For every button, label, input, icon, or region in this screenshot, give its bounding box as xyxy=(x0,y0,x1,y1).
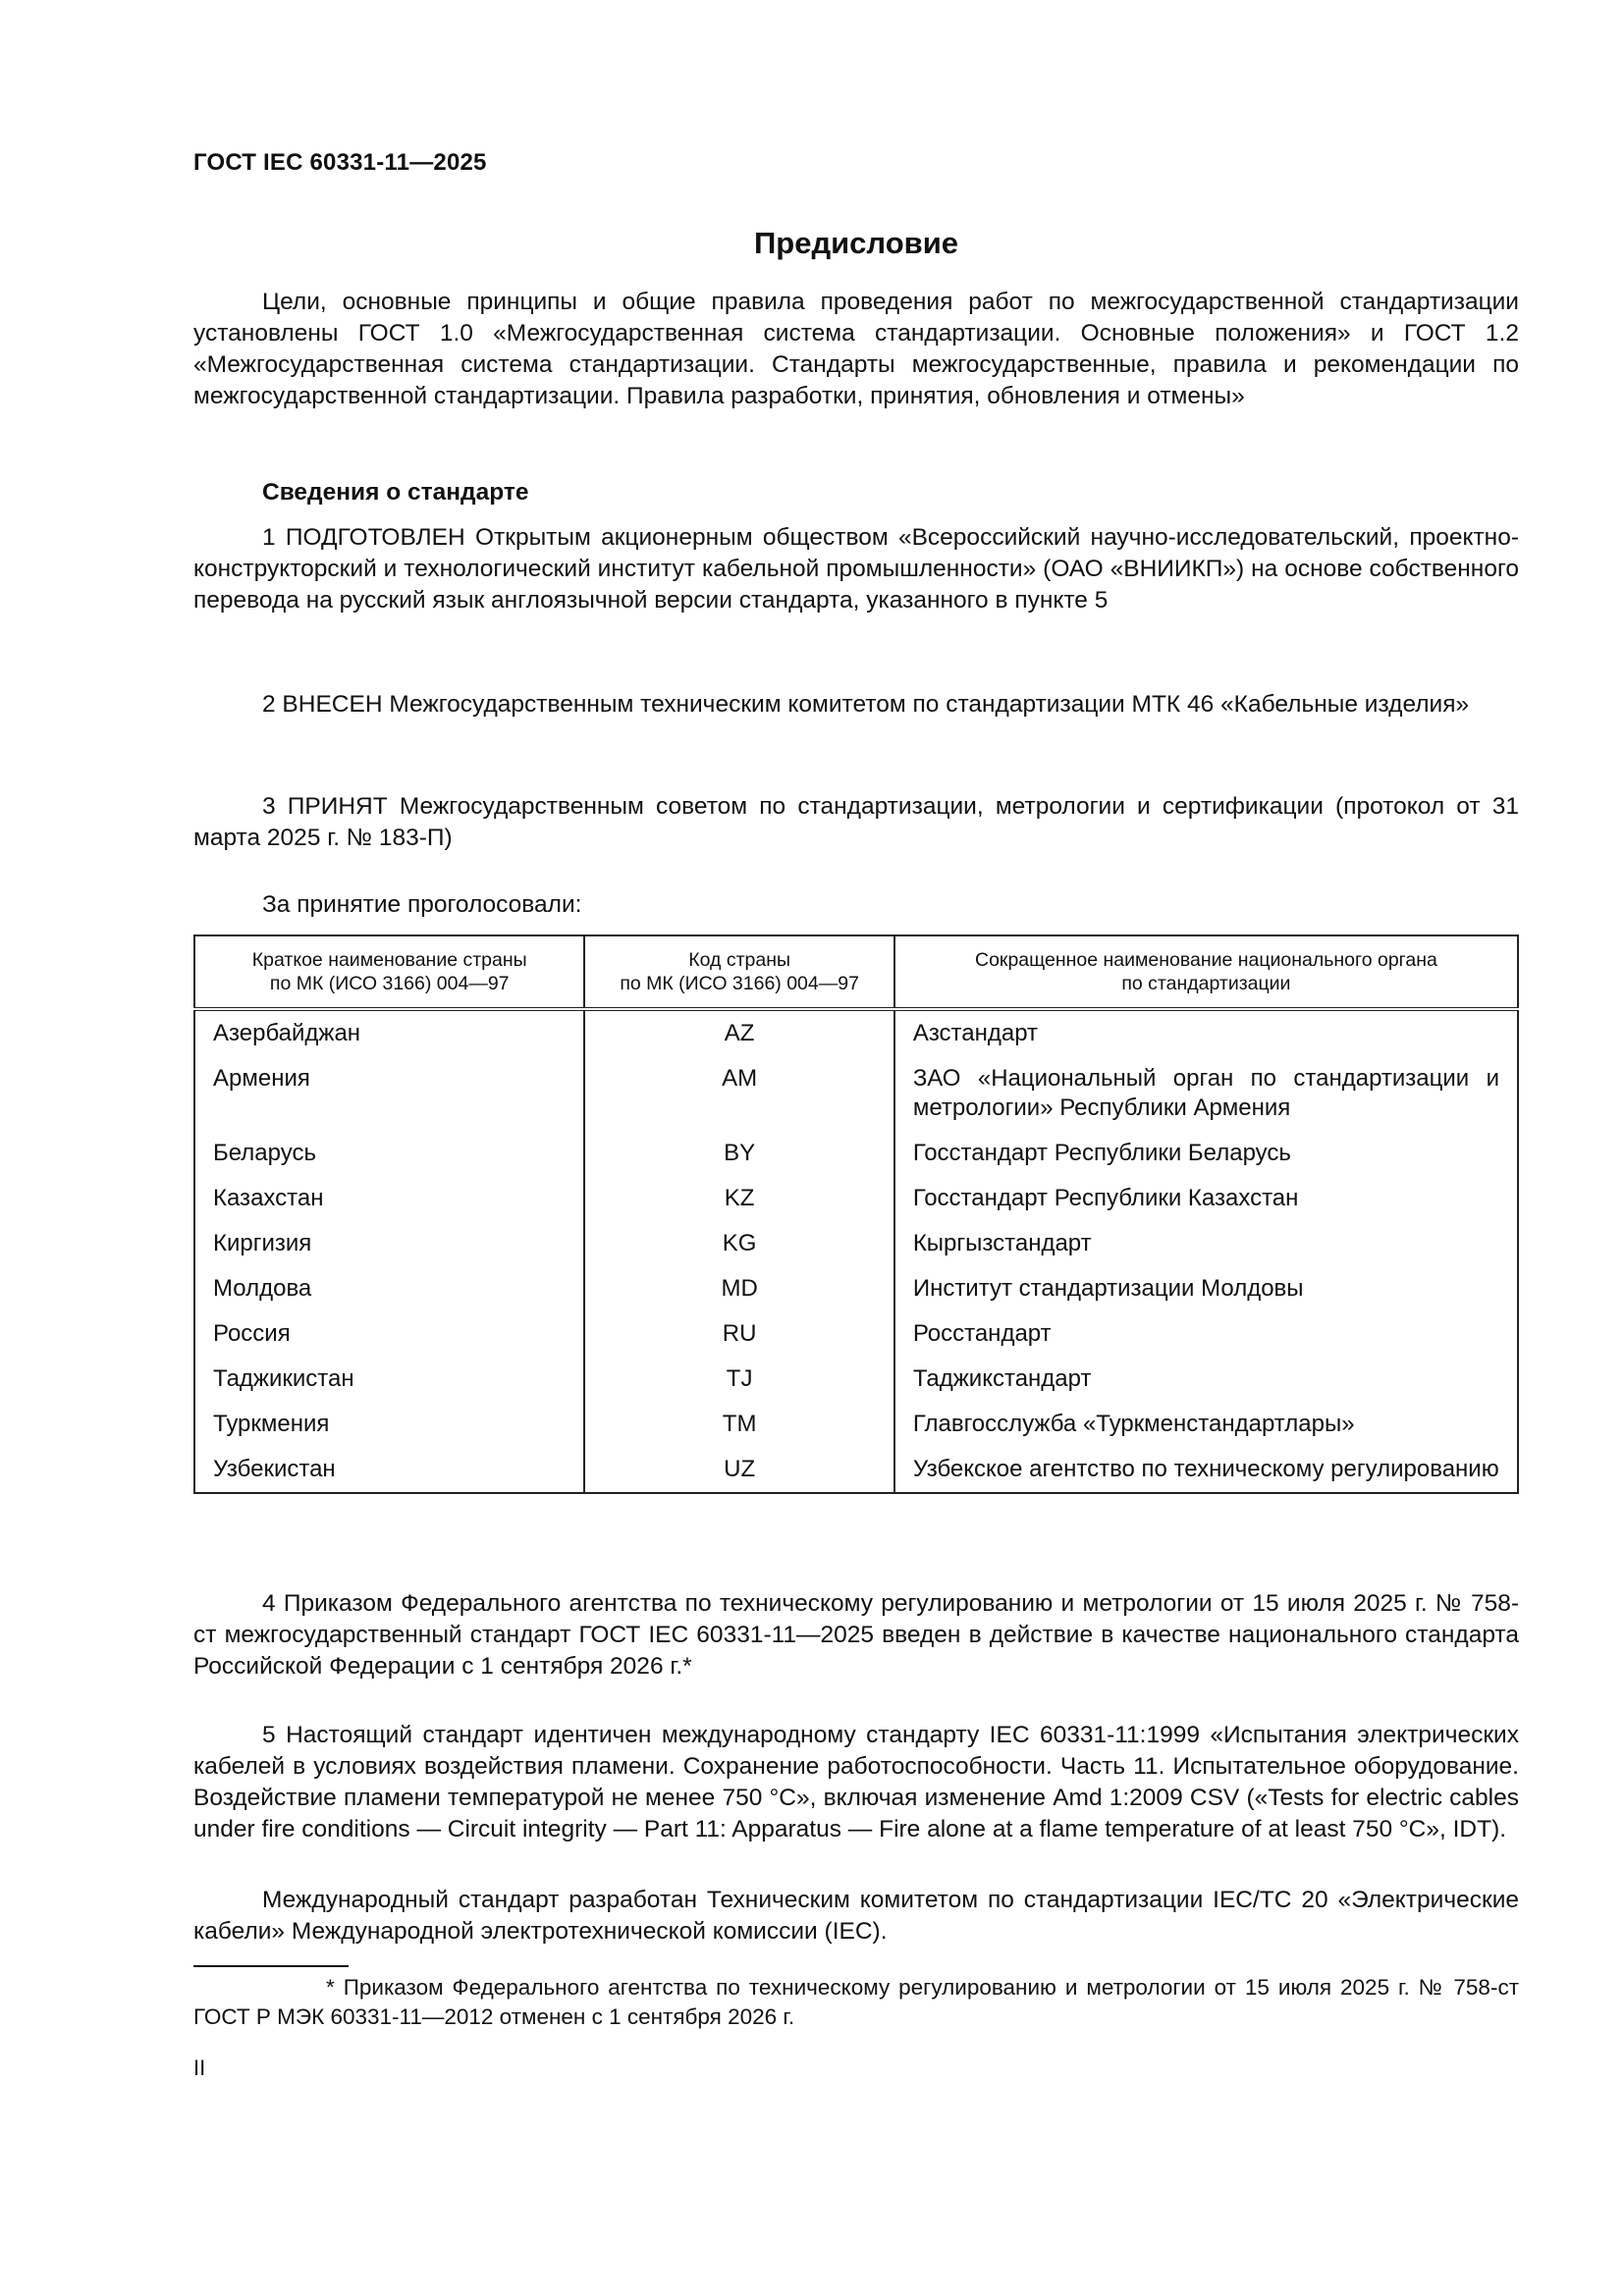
document-header: ГОСТ IEC 60331-11—2025 xyxy=(193,149,487,176)
paragraph-6: Международный стандарт разработан Техническим комитетом по стандартизации IEC/TC 20 «Электрические кабели» Международной электротехнической комиссии (IEC). xyxy=(193,1887,1519,1945)
cell-org: Госстандарт Республики Беларусь xyxy=(894,1133,1518,1178)
cell-code: TJ xyxy=(584,1359,893,1404)
cell-org: Азстандарт xyxy=(894,1009,1518,1058)
table-row xyxy=(194,1223,1518,1268)
footnote-separator xyxy=(193,1965,349,1967)
cell-country: Киргизия xyxy=(194,1223,584,1268)
vote-label: За принятие проголосовали: xyxy=(262,891,582,918)
cell-org: ЗАО «Национальный орган по стандартизации и метрологии» Республики Армения xyxy=(894,1058,1518,1133)
cell-code: RU xyxy=(584,1313,893,1359)
cell-country: Казахстан xyxy=(194,1178,584,1223)
page-number: II xyxy=(193,2056,206,2080)
paragraph-5: 5 Настоящий стандарт идентичен международному стандарту IEC 60331-11:1999 «Испытания электрических кабелей в условиях воздействия пламени. Сохранение работоспособности. Часть 11. Испытательное оборудование. Воздействие пламени температурой не менее 750 °С», включая изменение Amd 1:2009 CSV («Tests for electric cables under fire conditions — Circuit integrity — Part 11: Apparatus — Fire alone at a flame temperature of at least 750 °C», IDT). xyxy=(193,1722,1519,1842)
cell-code: AM xyxy=(584,1058,893,1133)
footnote: * Приказом Федерального агентства по техническому регулированию и метрологии от 15 июля 2025 г. № 758-ст ГОСТ Р МЭК 60331-11—2012 отменен с 1 сентября 2026 г. xyxy=(193,1975,1519,2029)
header-org-line2: по стандартизации xyxy=(1121,973,1291,994)
cell-country: Армения xyxy=(194,1058,584,1133)
cell-country: Азербайджан xyxy=(194,1009,584,1058)
voting-table xyxy=(193,934,1519,1494)
table-row xyxy=(194,1178,1518,1223)
cell-org: Госстандарт Республики Казахстан xyxy=(894,1178,1518,1223)
cell-country: Молдова xyxy=(194,1268,584,1313)
cell-code: AZ xyxy=(584,1009,893,1058)
table-row xyxy=(194,1009,1518,1058)
paragraph-2: 2 ВНЕСЕН Межгосударственным техническим комитетом по стандартизации МТК 46 «Кабельные изделия» xyxy=(262,691,1470,718)
table-row xyxy=(194,1313,1518,1359)
cell-org: Кыргызстандарт xyxy=(894,1223,1518,1268)
cell-org: Таджикстандарт xyxy=(894,1359,1518,1404)
header-code-line2: по МК (ИСО 3166) 004—97 xyxy=(620,973,859,994)
cell-code: TM xyxy=(584,1404,893,1449)
cell-org: Росстандарт xyxy=(894,1313,1518,1359)
cell-country: Россия xyxy=(194,1313,584,1359)
paragraph-1: 1 ПОДГОТОВЛЕН Открытым акционерным обществом «Всероссийский научно-исследовательский, проектно-конструкторский и технологический институт кабельной промышленности» (ОАО «ВНИИКП») на основе собственного перевода на русский язык англоязычной версии стандарта, указанного в пункте 5 xyxy=(193,524,1519,614)
cell-org: Институт стандартизации Молдовы xyxy=(894,1268,1518,1313)
cell-country: Таджикистан xyxy=(194,1359,584,1404)
cell-code: BY xyxy=(584,1133,893,1178)
header-country-line1: Краткое наименование страны xyxy=(251,949,527,971)
cell-code: UZ xyxy=(584,1449,893,1493)
intro-paragraph: Цели, основные принципы и общие правила проведения работ по межгосударственной стандартизации установлены ГОСТ 1.0 «Межгосударственная система стандартизации. Основные положения» и ГОСТ 1.2 «Межгосударственная система стандартизации. Стандарты межгосударственные, правила и рекомендации по межгосударственной стандартизации. Правила разработки, принятия, обновления и отмены» xyxy=(193,289,1519,409)
table-row xyxy=(194,1359,1518,1404)
paragraph-4: 4 Приказом Федерального агентства по техническому регулированию и метрологии от 15 июля 2025 г. № 758-ст межгосударственный стандарт ГОСТ IEC 60331-11—2025 введен в действие в качестве национального стандарта Российской Федерации с 1 сентября 2026 г.* xyxy=(193,1590,1519,1680)
header-org xyxy=(894,935,1518,1009)
cell-org: Узбекское агентство по техническому регулированию xyxy=(894,1449,1518,1493)
cell-org: Главгосслужба «Туркменстандартлары» xyxy=(894,1404,1518,1449)
section-heading: Сведения о стандарте xyxy=(262,479,529,506)
header-country-line2: по МК (ИСО 3166) 004—97 xyxy=(269,973,510,994)
table-row xyxy=(194,1404,1518,1449)
table-row xyxy=(194,1058,1518,1133)
cell-code: KG xyxy=(584,1223,893,1268)
cell-country: Узбекистан xyxy=(194,1449,584,1493)
cell-country: Беларусь xyxy=(194,1133,584,1178)
page-title: Предисловие xyxy=(753,226,958,260)
header-org-line1: Сокращенное наименование национального органа xyxy=(975,949,1437,971)
table-row xyxy=(194,1268,1518,1313)
header-code xyxy=(584,935,893,1009)
cell-country: Туркмения xyxy=(194,1404,584,1449)
table-row xyxy=(194,1133,1518,1178)
table-header-row xyxy=(194,935,1518,1009)
paragraph-3: 3 ПРИНЯТ Межгосударственным советом по стандартизации, метрологии и сертификации (протокол от 31 марта 2025 г. № 183-П) xyxy=(193,793,1519,851)
cell-code: KZ xyxy=(584,1178,893,1223)
header-code-line1: Код страны xyxy=(688,949,790,971)
cell-code: MD xyxy=(584,1268,893,1313)
header-country xyxy=(194,935,584,1009)
table-row xyxy=(194,1449,1518,1493)
